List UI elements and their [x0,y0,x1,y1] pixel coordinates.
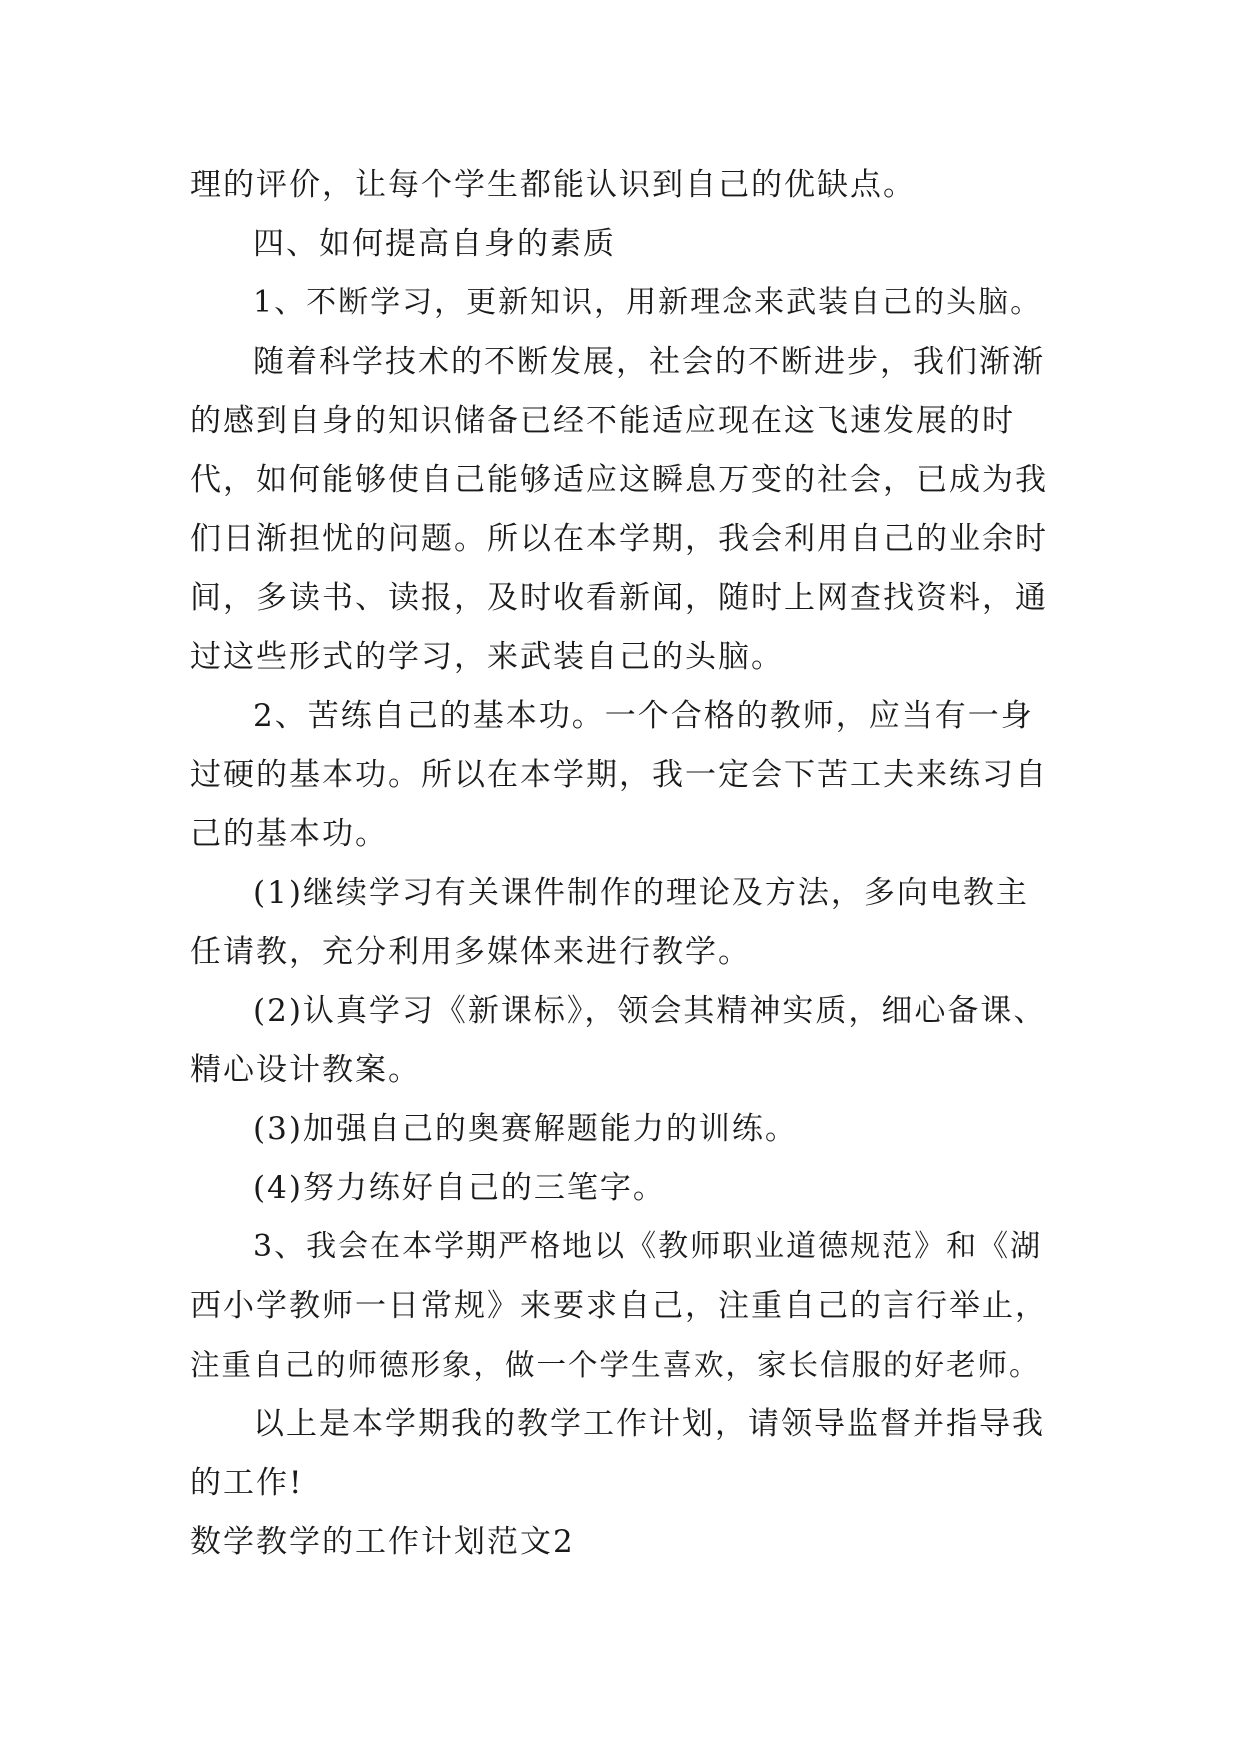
paragraph-line: 西小学教师一日常规》来要求自己，注重自己的言行举止， [190,1288,1048,1324]
list-item-line: (3)加强自己的奥赛解题能力的训练。 [253,1111,798,1147]
list-item-line: (1)继续学习有关课件制作的理论及方法，多向电教主 [253,875,1029,911]
section-heading: 四、如何提高自身的素质 [253,226,616,262]
paragraph-line: 以上是本学期我的教学工作计划，请领导监督并指导我 [253,1406,1045,1442]
paragraph-line: 们日渐担忧的问题。所以在本学期，我会利用自己的业余时 [190,521,1048,557]
paragraph-line: 过这些形式的学习，来武装自己的头脑。 [190,639,784,675]
paragraph-line: 己的基本功。 [190,816,388,852]
document-title: 数学教学的工作计划范文2 [190,1524,575,1560]
paragraph-line: 任请教，充分利用多媒体来进行教学。 [190,934,751,970]
paragraph-line: 理的评价，让每个学生都能认识到自己的优缺点。 [190,167,916,203]
subheading-line: 1、不断学习，更新知识，用新理念来武装自己的头脑。 [253,285,1043,320]
paragraph-line: 过硬的基本功。所以在本学期，我一定会下苦工夫来练习自 [190,757,1048,793]
paragraph-line: 的感到自身的知识储备已经不能适应现在这飞速发展的时 [190,403,1015,439]
paragraph-line: 注重自己的师德形象，做一个学生喜欢，家长信服的好老师。 [190,1348,1041,1382]
paragraph-line: 精心设计教案。 [190,1052,421,1088]
paragraph-line: 间，多读书、读报，及时收看新闻，随时上网查找资料，通 [190,580,1048,616]
paragraph-line: 的工作! [190,1465,304,1501]
paragraph-line: 代，如何能够使自己能够适应这瞬息万变的社会，已成为我 [190,462,1048,498]
list-item-line: (4)努力练好自己的三笔字。 [253,1170,666,1206]
subheading-line: 3、我会在本学期严格地以《教师职业道德规范》和《湖 [253,1229,1043,1264]
paragraph-line: 随着科学技术的不断发展，社会的不断进步，我们渐渐 [253,344,1045,380]
subheading-line: 2、苦练自己的基本功。一个合格的教师，应当有一身 [253,698,1034,734]
list-item-line: (2)认真学习《新课标》，领会其精神实质，细心备课、 [253,993,1047,1029]
